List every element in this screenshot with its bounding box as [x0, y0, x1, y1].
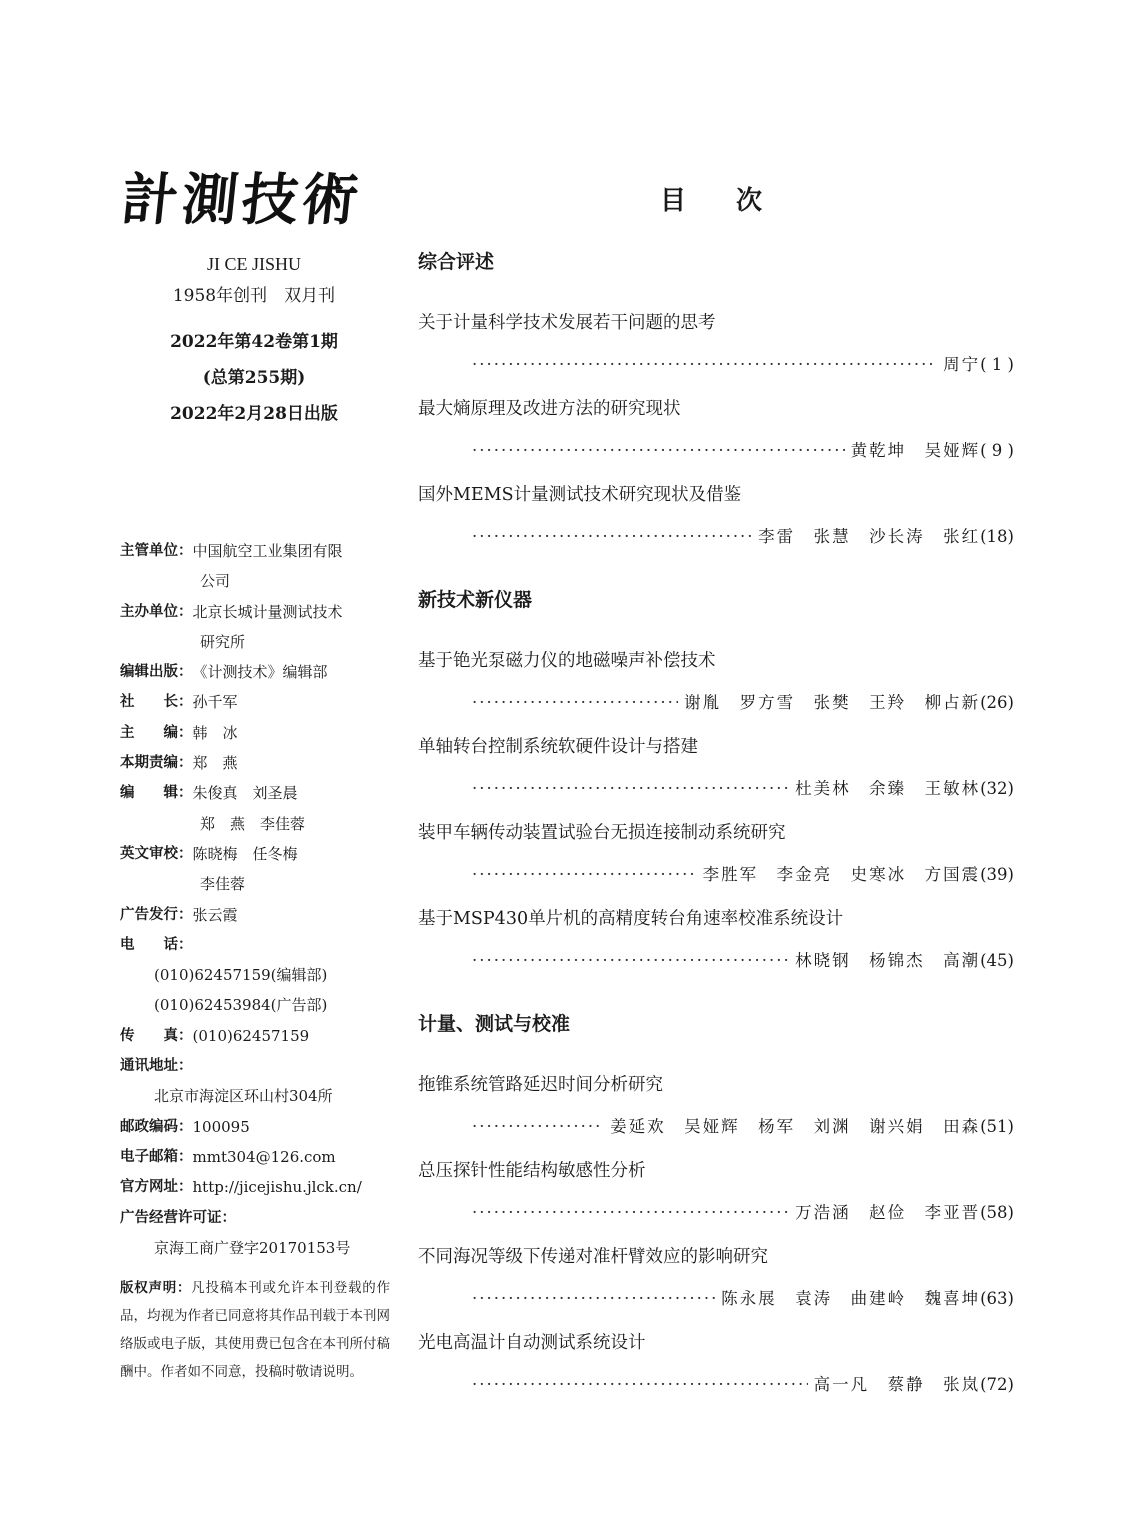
website-label: 官方网址： — [120, 1179, 193, 1196]
postcode-value: 100095 — [192, 1117, 250, 1136]
address-value: 北京市海淀区环山村304所 — [154, 1087, 333, 1106]
leader-dots — [472, 1200, 789, 1226]
president-label: 社 长： — [120, 694, 193, 711]
article-byline — [418, 948, 1014, 974]
article-page: (26) — [980, 693, 1014, 712]
leader-dots — [472, 1372, 808, 1398]
article-title[interactable]: 装甲车辆传动装置试验台无损连接制动系统研究 — [418, 823, 786, 843]
leader-dots — [472, 862, 697, 888]
english-proofreader-value: 陈晓梅 任冬梅 — [192, 844, 298, 863]
supervisor-value: 中国航空工业集团有限 — [192, 542, 343, 560]
copyright-notice — [120, 1274, 390, 1386]
journal-logo: 計測技術 — [118, 167, 366, 233]
article-page: (45) — [980, 951, 1014, 970]
sponsor-value-cont: 研究所 — [200, 632, 246, 651]
phone-advertising: (010)62453984(广告部) — [154, 996, 328, 1015]
article-title[interactable]: 不同海况等级下传递对准杆臂效应的影响研究 — [418, 1247, 768, 1267]
section-heading: 新技术新仪器 — [418, 589, 533, 611]
english-proofreader-value-cont: 李佳蓉 — [200, 875, 246, 894]
editors-value-cont: 郑 燕 李佳蓉 — [200, 814, 306, 833]
chief-editor-label: 主 编： — [120, 724, 193, 741]
phone-editorial: (010)62457159(编辑部) — [154, 966, 328, 985]
english-proofreader-label: 英文审校： — [120, 845, 193, 862]
leader-dots — [472, 438, 845, 464]
article-title[interactable]: 最大熵原理及改进方法的研究现状 — [418, 399, 681, 419]
leader-dots — [472, 1286, 715, 1312]
article-page: (39) — [980, 865, 1014, 884]
postcode-label: 邮政编码： — [120, 1118, 193, 1135]
chief-editor-value: 韩 冰 — [192, 723, 238, 742]
leader-dots — [472, 352, 937, 378]
article-title[interactable]: 关于计量科学技术发展若干问题的思考 — [418, 313, 716, 333]
article-title[interactable]: 基于铯光泵磁力仪的地磁噪声补偿技术 — [418, 651, 716, 671]
article-page: (58) — [980, 1203, 1014, 1222]
article-title[interactable]: 单轴转台控制系统软硬件设计与搭建 — [418, 737, 698, 757]
article-page: ( 1 ) — [980, 355, 1014, 374]
issue-date: 2022年2月28日出版 — [170, 404, 338, 424]
article-authors: 林晓钢 杨锦杰 高潮 — [795, 951, 981, 970]
copyright-label: 版权声明： — [120, 1280, 192, 1296]
article-byline — [418, 690, 1014, 716]
advertising-label: 广告发行： — [120, 906, 193, 923]
toc-title: 目次 — [659, 186, 812, 216]
article-authors: 姜延欢 吴娅辉 杨军 刘渊 谢兴娟 田森 — [610, 1117, 981, 1136]
leader-dots — [472, 1114, 604, 1140]
article-page: ( 9 ) — [980, 441, 1014, 460]
article-authors: 周宁 — [943, 355, 981, 374]
leader-dots — [472, 524, 752, 550]
section-heading: 计量、测试与校准 — [418, 1013, 571, 1035]
phone-label: 电 话： — [120, 936, 193, 953]
issue-info — [120, 324, 388, 432]
email-label: 电子邮箱： — [120, 1148, 193, 1165]
sponsor-label: 主办单位： — [120, 603, 193, 620]
article-byline — [418, 352, 1014, 378]
publication-info — [120, 536, 392, 1263]
supervisor-label: 主管单位： — [120, 543, 193, 559]
article-byline — [418, 1114, 1014, 1140]
issue-editor-value: 郑 燕 — [192, 754, 238, 773]
sponsor-value: 北京长城计量测试技术 — [192, 602, 343, 621]
article-byline — [418, 776, 1014, 802]
article-page: (63) — [980, 1289, 1014, 1308]
website-value: http://jicejishu.jlck.cn/ — [192, 1178, 362, 1197]
email-value: mmt304@126.com — [192, 1147, 336, 1166]
publisher-label: 编辑出版： — [120, 664, 193, 681]
advertising-value: 张云霞 — [192, 905, 238, 924]
supervisor-value-cont: 公司 — [200, 572, 231, 591]
article-authors: 高一凡 蔡静 张岚 — [813, 1375, 981, 1394]
editors-value: 朱俊真 刘圣晨 — [192, 784, 298, 803]
editors-label: 编 辑： — [120, 785, 193, 802]
issue-volume: 2022年第42卷第1期 — [170, 332, 338, 352]
article-page: (18) — [980, 527, 1014, 546]
article-page: (51) — [980, 1117, 1014, 1136]
publisher-value: 《计测技术》编辑部 — [192, 663, 328, 682]
journal-pinyin: JI CE JISHU — [206, 254, 301, 274]
issue-total: (总第255期) — [202, 368, 306, 388]
article-byline — [418, 438, 1014, 464]
article-authors: 杜美林 余臻 王敏林 — [795, 779, 981, 798]
founding-frequency: 1958年创刊 双月刊 — [172, 286, 336, 306]
article-page: (72) — [980, 1375, 1014, 1394]
article-title[interactable]: 光电高温计自动测试系统设计 — [418, 1333, 646, 1353]
article-title[interactable]: 国外MEMS计量测试技术研究现状及借鉴 — [418, 485, 742, 505]
article-authors: 李雷 张慧 沙长涛 张红 — [758, 527, 981, 546]
president-value: 孙千军 — [192, 693, 238, 712]
leader-dots — [472, 948, 789, 974]
article-byline — [418, 862, 1014, 888]
article-byline — [418, 1286, 1014, 1312]
license-value: 京海工商广登字20170153号 — [154, 1238, 351, 1257]
fax-label: 传 真： — [120, 1027, 193, 1044]
article-title[interactable]: 基于MSP430单片机的高精度转台角速率校准系统设计 — [418, 909, 844, 929]
article-authors: 万浩涵 赵俭 李亚晋 — [795, 1203, 981, 1222]
table-of-contents — [418, 180, 1014, 1398]
leader-dots — [472, 776, 789, 802]
article-authors: 陈永展 袁涛 曲建岭 魏喜坤 — [721, 1289, 981, 1308]
copyright-text: 凡投稿本刊或允许本刊登载的作品，均视为作者已同意将其作品刊载于本刊网络版或电子版，其使用费已包含在本刊所付稿酬中。作者如不同意，投稿时敬请说明。 — [120, 1280, 390, 1380]
fax-value: (010)62457159 — [192, 1026, 310, 1045]
leader-dots — [472, 690, 678, 716]
article-page: (32) — [980, 779, 1014, 798]
address-label: 通讯地址： — [120, 1058, 193, 1075]
toc-body — [418, 248, 1014, 1398]
article-title[interactable]: 拖锥系统管路延迟时间分析研究 — [418, 1075, 663, 1095]
article-authors: 李胜军 李金亮 史寒冰 方国震 — [702, 865, 981, 884]
article-byline — [418, 1372, 1014, 1398]
issue-editor-label: 本期责编： — [120, 755, 193, 772]
article-authors: 谢胤 罗方雪 张樊 王羚 柳占新 — [684, 693, 981, 712]
section-heading: 综合评述 — [418, 251, 495, 273]
masthead — [120, 160, 400, 432]
article-title[interactable]: 总压探针性能结构敏感性分析 — [418, 1161, 646, 1181]
article-authors: 黄乾坤 吴娅辉 — [850, 441, 981, 460]
article-byline — [418, 524, 1014, 550]
article-byline — [418, 1200, 1014, 1226]
license-label: 广告经营许可证： — [120, 1209, 236, 1226]
